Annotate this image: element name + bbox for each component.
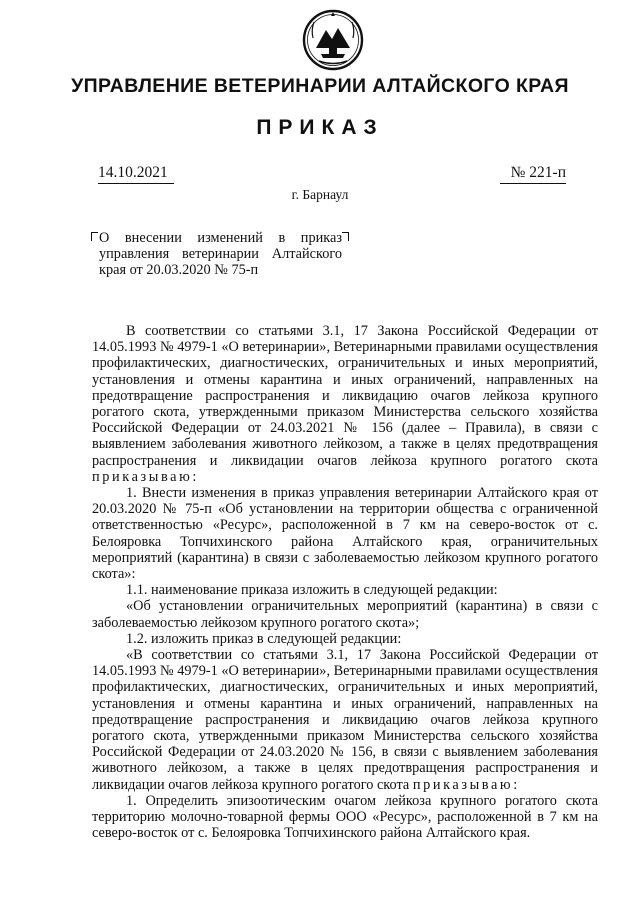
preamble-paragraph	[92, 323, 598, 485]
preamble-text: В соответствии со статьями 3.1, 17 Закона Российской Федерации от 14.05.1993 № 4979-1 «О ветеринарии», Ветеринарными правилами осуществления профилактических, диагностических, ограничительных и иных мероприятий, установления и отмены карантина и иных ограничений, направленных на предотвращение распространения и ликвидацию очагов лейкоза крупного рогатого скота, утвержденными приказом Министерства сельского хозяйства Российской Федерации от 24.03.2021 № 156 (далее – Правила), в связи с выявлением заболевания животного лейкозом, а также в целях предотвращения распространения и ликвидации очагов лейкоза крупного рогатого скота	[92, 323, 598, 469]
order-subject	[92, 230, 348, 278]
order-word-2: приказываю:	[412, 776, 520, 793]
item-1-2-paragraph: 1.2. изложить приказ в следующей редакции:	[126, 630, 402, 647]
altai-krai-coat-of-arms-icon	[299, 8, 367, 72]
item-1-1-text-paragraph: «Об установлении ограничительных мероприятий (карантина) в связи с заболеваемостью лейкозом крупного рогатого скота»;	[92, 598, 598, 631]
order-date: 14.10.2021	[98, 164, 174, 184]
subject-text: О внесении изменений в приказ управления ветеринарии Алтайского края от 20.03.2020 № 75-п	[99, 230, 342, 278]
item-1-2-text-paragraph	[92, 647, 598, 793]
order-body	[92, 323, 598, 842]
item-1-1-paragraph: 1.1. наименование приказа изложить в следующей редакции:	[126, 582, 498, 599]
item-1-2-text: «В соответствии со статьями 3.1, 17 Закона Российской Федерации от 14.05.1993 № 4979-1 «О ветеринарии», Ветеринарными правилами осуществления профилактических, диагностических, ограничительных и иных мероприятий, установления и отмены карантина и иных ограничений, направленных на предотвращение распространения и ликвидацию очагов лейкоза крупного рогатого скота, утвержденными приказом Министерства сельского хозяйства Российской Федерации от 24.03.2020 № 156, в связи с выявлением заболевания животного лейкозом, а также в целях предотвращения распространения и ликвидации очагов лейкоза крупного рогатого скота	[92, 647, 598, 793]
subject-corner-left	[91, 232, 98, 241]
document-type: ПРИКАЗ	[256, 116, 384, 139]
quoted-item-1-paragraph: 1. Определить эпизоотическим очагом лейкоза крупного рогатого скота территорию молочно-товарной фермы ООО «Ресурс», расположенной в 7 км на северо-восток от с. Белояровка Топчихинского района Алтайского края.	[92, 792, 598, 842]
issue-city: г. Барнаул	[291, 187, 349, 202]
issuing-authority: УПРАВЛЕНИЕ ВЕТЕРИНАРИИ АЛТАЙСКОГО КРАЯ	[71, 75, 569, 97]
order-word: приказываю:	[92, 468, 199, 485]
subject-corner-right	[342, 232, 349, 241]
item-1-paragraph: 1. Внести изменения в приказ управления ветеринарии Алтайского края от 20.03.2020 № 75-п «Об установлении на территории общества с ограниченной ответственностью «Ресурс», расположенной в 7 км на северо-восток от с. Белояровка Топчихинского района Алтайского края, ограничительных мероприятий (карантина) в связи с заболеваемостью лейкозом крупного рогатого скота»:	[92, 485, 598, 583]
order-number: № 221-п	[500, 164, 566, 184]
